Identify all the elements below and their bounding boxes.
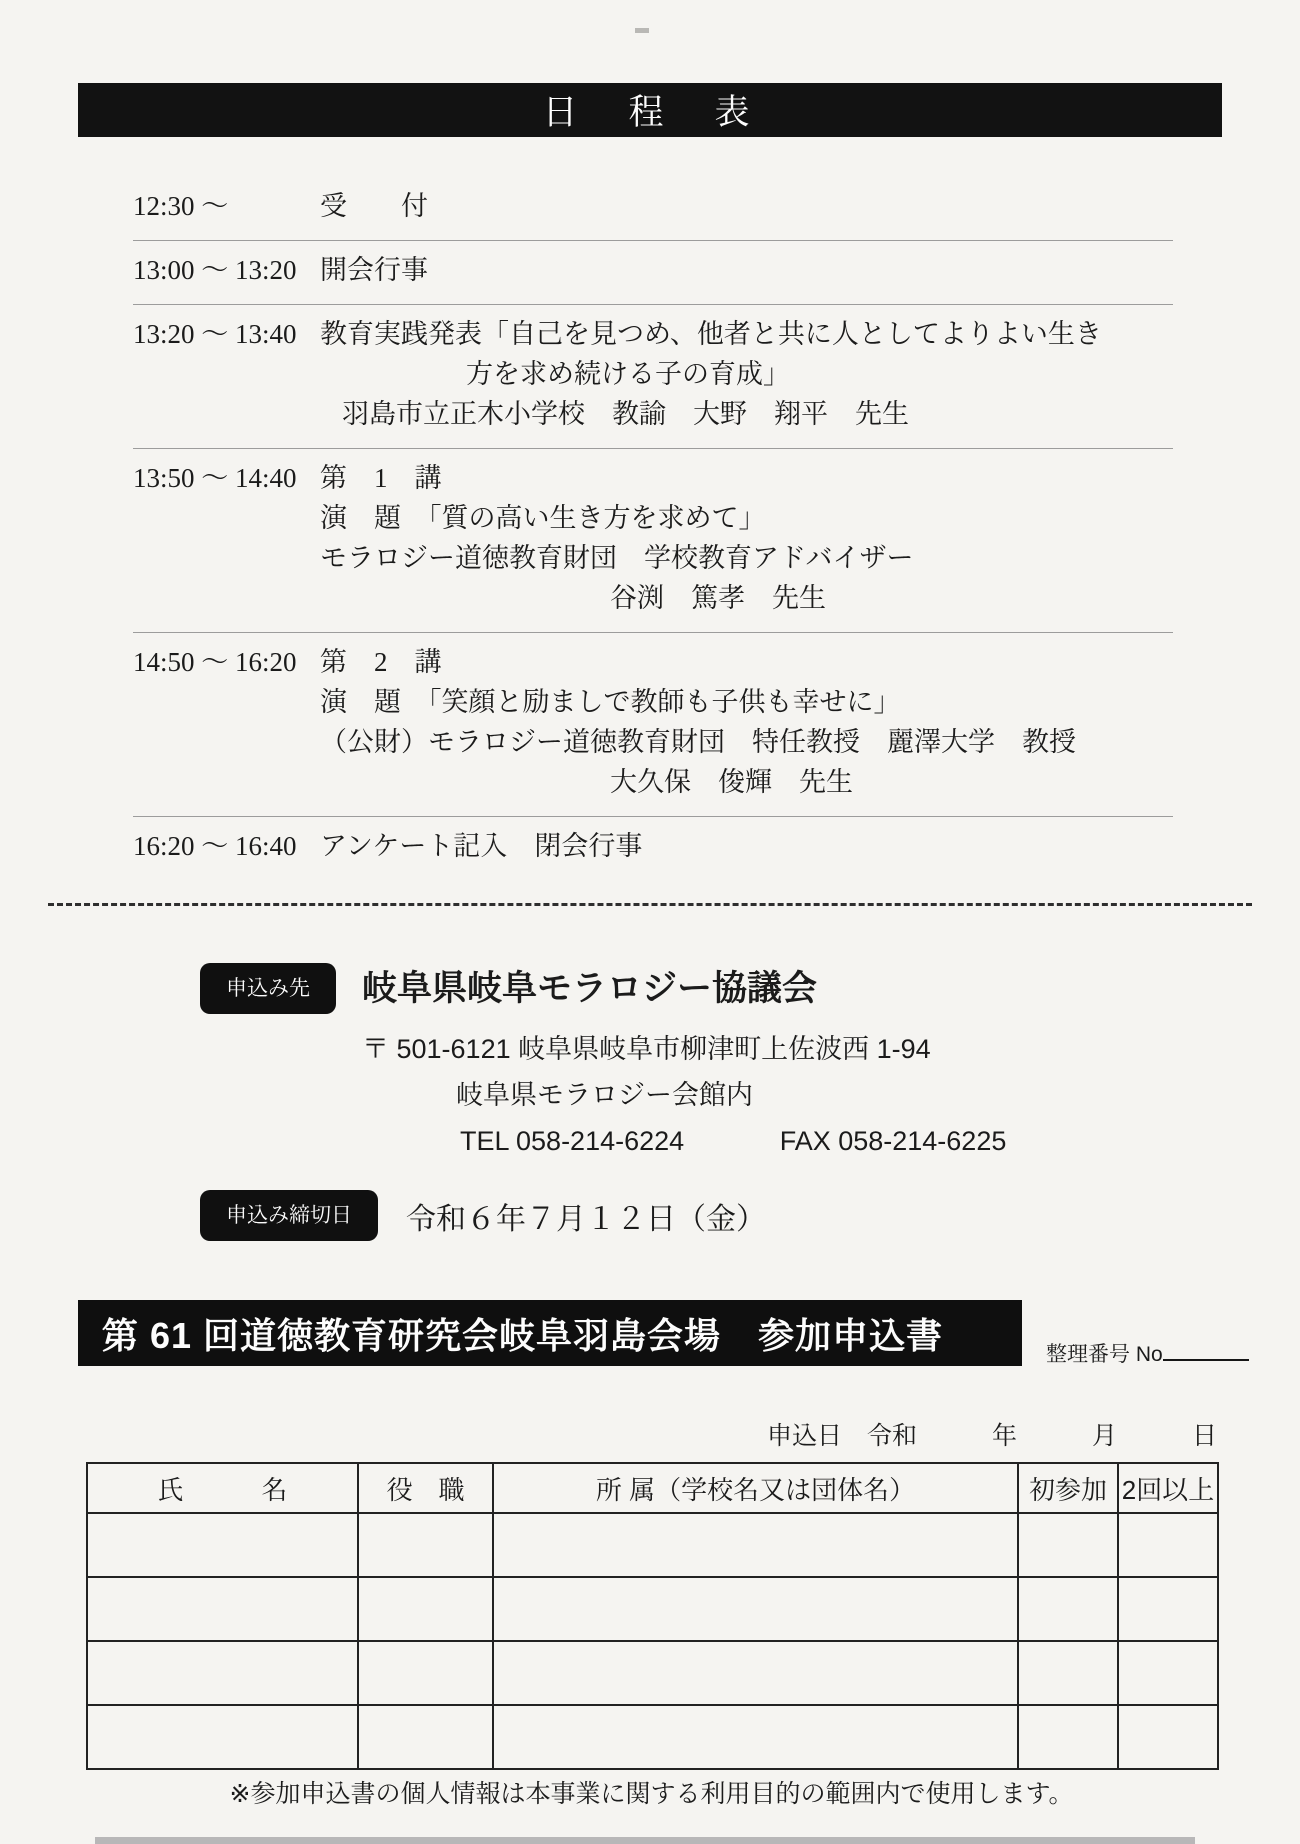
table-empty-cell [493, 1513, 1018, 1577]
tel-fax-line [460, 1119, 1200, 1163]
schedule-entry-content [320, 458, 1173, 618]
schedule-entry-content [320, 826, 1173, 866]
table-empty-cell [1018, 1705, 1118, 1769]
schedule-entry-line: 谷渕 篤孝 先生 [610, 583, 826, 613]
table-empty-cell [1018, 1513, 1118, 1577]
table-row [87, 1641, 1218, 1705]
schedule-entry-line: 第 1 講 [320, 463, 442, 493]
address-line-2: 岐阜県モラロジー会館内 [456, 1080, 753, 1110]
schedule-entry-line: 開会行事 [320, 255, 428, 285]
schedule-entry-line: （公財）モラロジー道徳教育財団 特任教授 麗澤大学 教授 [320, 727, 1076, 757]
schedule-entry-time: 16:20 ～ 16:40 [133, 831, 297, 861]
schedule-entry-time: 13:20 ～ 13:40 [133, 319, 297, 349]
table-empty-cell [358, 1513, 493, 1577]
schedule-entry-content [320, 186, 1173, 226]
schedule-entry [133, 241, 1173, 305]
schedule-entry-line: 大久保 俊輝 先生 [610, 767, 853, 797]
schedule-entry-time: 12:30 ～ [133, 191, 229, 221]
table-empty-cell [358, 1577, 493, 1641]
application-deadline-section [200, 1190, 766, 1241]
table-column-header: 所 属（学校名又は団体名） [493, 1463, 1018, 1513]
schedule-entry [133, 449, 1173, 633]
table-empty-cell [1118, 1705, 1218, 1769]
table-column-header: 役 職 [358, 1463, 493, 1513]
table-empty-cell [87, 1513, 358, 1577]
table-empty-cell [87, 1641, 358, 1705]
schedule-entry-time: 14:50 ～ 16:20 [133, 647, 297, 677]
deadline-label: 申込み締切日 [200, 1190, 378, 1241]
table-empty-cell [87, 1577, 358, 1641]
table-empty-cell [493, 1705, 1018, 1769]
schedule-list [133, 170, 1173, 880]
schedule-entry-time: 13:50 ～ 14:40 [133, 463, 297, 493]
address-line-1: 〒 501-6121 岐阜県岐阜市柳津町上佐波西 1-94 [362, 1034, 931, 1064]
reference-number-field [1046, 1338, 1249, 1368]
fax-number: FAX 058-214-6225 [779, 1126, 1007, 1156]
application-contact-section [200, 963, 1200, 1163]
schedule-entry-line: 教育実践発表「自己を見つめ、他者と共に人としてよりよい生き [320, 319, 1102, 349]
table-empty-cell [87, 1705, 358, 1769]
form-title: 第 61 回道徳教育研究会岐阜羽島会場 参加申込書 [102, 1314, 944, 1356]
table-empty-cell [493, 1641, 1018, 1705]
table-empty-cell [1018, 1641, 1118, 1705]
schedule-entry [133, 817, 1173, 880]
deadline-date: 令和６年７月１２日（金） [406, 1202, 766, 1236]
privacy-note: ※参加申込書の個人情報は本事業に関する利用目的の範囲内で使用します。 [229, 1780, 1074, 1808]
table-row [87, 1513, 1218, 1577]
participant-table-header [87, 1463, 1218, 1513]
schedule-entry-line: モラロジー道徳教育財団 学校教育アドバイザー [320, 543, 914, 573]
schedule-entry-content [320, 250, 1173, 290]
reference-number-label: 整理番号 No [1046, 1343, 1163, 1366]
form-title-bar [78, 1300, 1022, 1366]
tel-number: TEL 058-214-6224 [460, 1126, 685, 1156]
table-row [87, 1705, 1218, 1769]
schedule-entry-line: アンケート記入 閉会行事 [320, 831, 643, 861]
participant-table [86, 1462, 1219, 1770]
schedule-entry-content [320, 314, 1173, 434]
schedule-entry-time: 13:00 ～ 13:20 [133, 255, 297, 285]
table-empty-cell [358, 1641, 493, 1705]
table-row [87, 1577, 1218, 1641]
schedule-entry-content [320, 642, 1173, 802]
table-column-header: 初参加 [1018, 1463, 1118, 1513]
schedule-entry-line: 演 題 「質の高い生き方を求めて」 [320, 503, 766, 533]
schedule-entry-line: 演 題 「笑顔と励ましで教師も子供も幸せに」 [320, 687, 901, 717]
table-header-row [87, 1463, 1218, 1513]
table-empty-cell [1118, 1513, 1218, 1577]
table-empty-cell [1118, 1641, 1218, 1705]
apply-to-label: 申込み先 [200, 963, 336, 1014]
schedule-entry [133, 633, 1173, 817]
organization-name: 岐阜県岐阜モラロジー協議会 [362, 969, 818, 1008]
schedule-entry [133, 305, 1173, 449]
table-empty-cell [358, 1705, 493, 1769]
schedule-entry-line: 第 2 講 [320, 647, 442, 677]
schedule-entry-line: 方を求め続ける子の育成」 [466, 359, 790, 389]
schedule-entry-line: 羽島市立正木小学校 教諭 大野 翔平 先生 [342, 399, 909, 429]
table-column-header: 2回以上 [1118, 1463, 1218, 1513]
table-empty-cell [1118, 1577, 1218, 1641]
table-column-header: 氏 名 [87, 1463, 358, 1513]
application-date-line: 申込日 令和 年 月 日 [766, 1422, 1217, 1450]
participant-table-body [87, 1513, 1218, 1769]
table-empty-cell [1018, 1577, 1118, 1641]
scan-artifact-mark [635, 28, 649, 33]
schedule-title-bar [78, 83, 1222, 137]
table-empty-cell [493, 1577, 1018, 1641]
dashed-cut-line [48, 903, 1252, 906]
schedule-title: 日 程 表 [542, 93, 758, 132]
schedule-entry [133, 170, 1173, 241]
scan-artifact-bottom-edge [95, 1837, 1195, 1844]
schedule-entry-line: 受 付 [320, 191, 428, 221]
reference-number-blank [1163, 1358, 1249, 1361]
